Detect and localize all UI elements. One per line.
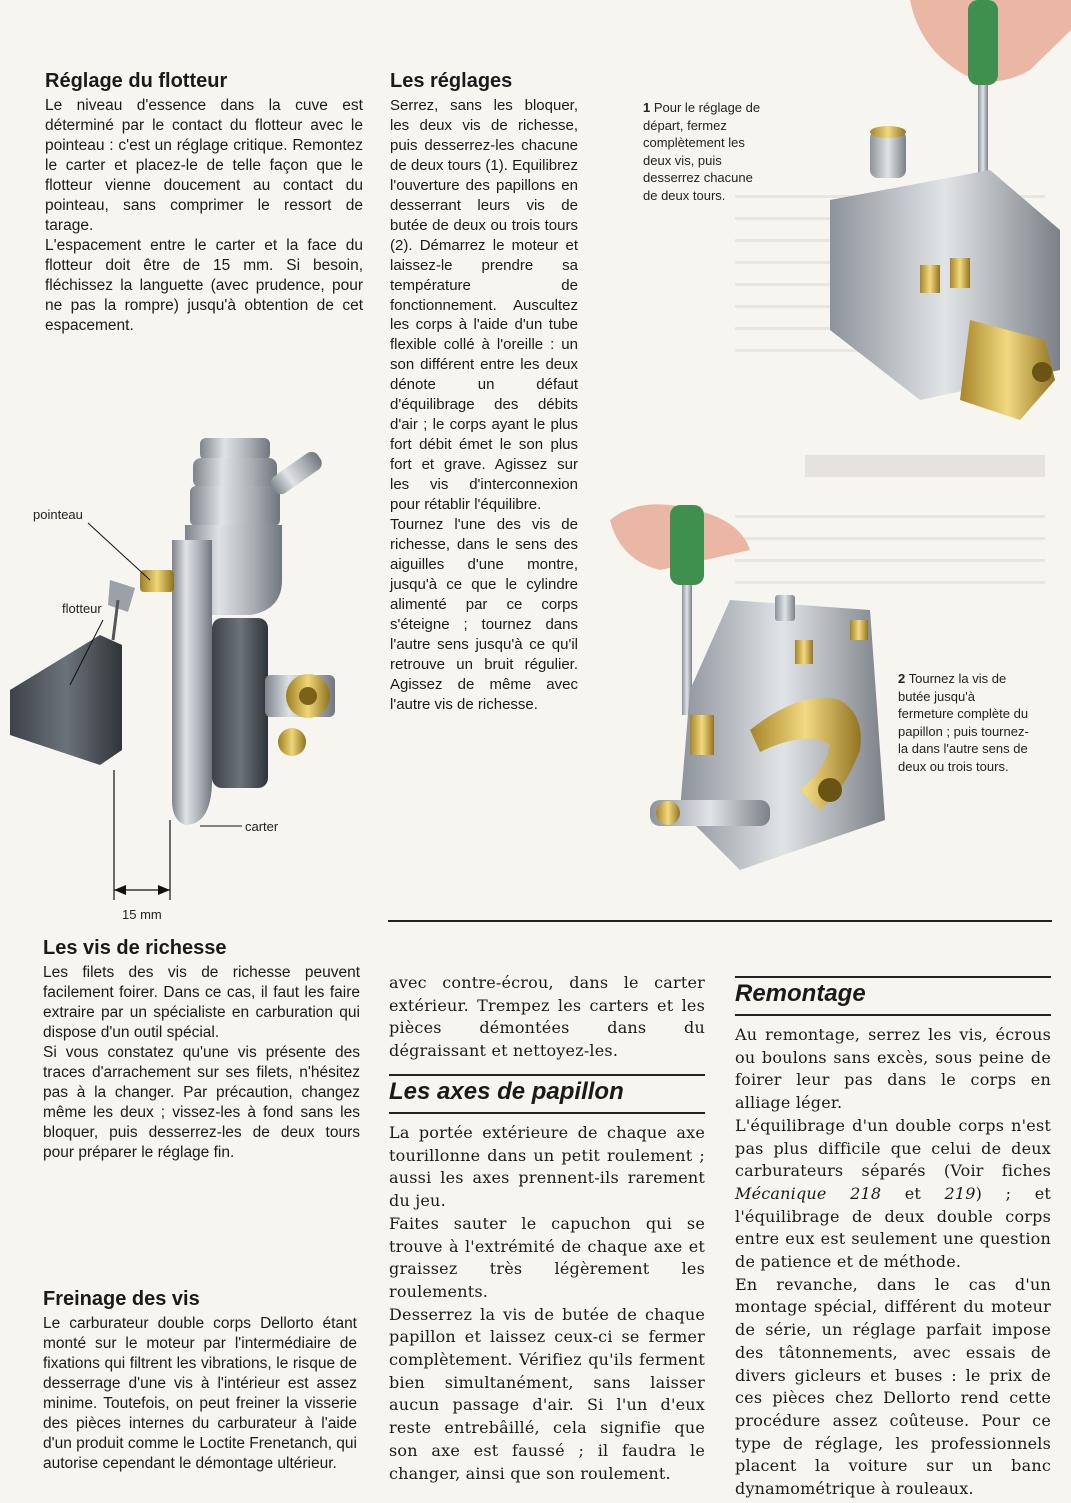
paragraph: Le carburateur double corps Dellorto étant monté sur le moteur par l'intermédiaire de fixations qui filtrent les vibrations, le risque de desserrage d'une vis à l'intérieur est assez minime. Toutefois, on peut freiner la visserie des pièces internes du carburateur à l'aide d'un produit comme le Loctite Frenetanch, qui autorise cependant le démontage ultérieur. [43,1315,357,1472]
section-title: Remontage [735,980,866,1007]
caption-2 [898,670,1030,775]
caption-text: Tournez la vis de butée jusqu'à fermeture complète du papillon ; puis tournez-la dans l'autre sens de deux ou trois tours. [898,671,1029,774]
carburetor-drawing-1 [790,0,1071,440]
section-axes-papillon [389,1078,705,1485]
label-pointeau: pointeau [33,507,83,522]
text-run: L'équilibrage d'un double corps n'est pas plus difficile que celui de deux carburateurs séparés (Voir fiches [735,1115,1051,1181]
paragraph: Au remontage, serrez les vis, écrous ou boulons sans excès, sous peine de foirer leur pas dans le corps en alliage léger. [735,1025,1051,1113]
caption-1 [643,99,761,204]
section-reglage-flotteur [45,70,363,336]
section-rule [389,1074,705,1076]
section-title: Les réglages [390,70,513,92]
paragraph: Faites sauter le capuchon qui se trouve à l'extrémité de chaque axe et graissez très légèrement les roulements. [389,1213,705,1301]
float-illustration [0,430,380,930]
caption-number: 2 [898,671,906,686]
paragraph [735,1115,1051,1274]
section-title: Réglage du flotteur [45,70,228,92]
section-rule [735,976,1051,978]
label-flotteur: flotteur [62,601,102,616]
paragraph: Tournez l'une des vis de richesse, dans le sens des aiguilles d'une montre, jusqu'à ce que le cylindre alimenté par ce corps s'éteigne ; tournez dans l'autre sens jusqu'à ce qu'il retrouve un bruit régulier. Agissez de même avec l'autre vis de richesse. [390,516,578,713]
section-vis-richesse [43,937,360,1163]
paragraph: Desserrez la vis de butée de chaque papillon et laissez ceux-ci se fermer complètement. Vérifiez qu'ils ferment bien simultanément, sans laisser aucun passage d'air. Si l'un d'eux reste entrebâillé, cela signifie que son axe est faussé ; il faudra le changer, ainsi que son roulement. [389,1304,705,1483]
text-run: et [881,1183,945,1203]
title-underline [389,1112,705,1114]
caption-number: 1 [643,100,651,115]
label-dimension: 15 mm [122,907,162,922]
paragraph: En revanche, dans le cas d'un montage spécial, différent du moteur de série, un réglage parfait impose des tâtonnements, avec essais de divers gicleurs et buses : le prix de ces pièces chez Dellorto rend cette procédure assez coûteuse. Pour ce type de réglage, les professionnels placent la voiture sur un banc dynamométrique à rouleaux. [735,1274,1051,1499]
paragraph: Les filets des vis de richesse peuvent facilement foirer. Dans ce cas, il faut les faire extraire par un spécialiste en carburation qui dispose d'un outil spécial. [43,964,360,1041]
section-title: Les vis de richesse [43,937,227,959]
paragraph: Serrez, sans les bloquer, les deux vis de richesse, puis desserrez-les chacune de deux tours (1). Equilibrez l'ouverture des papillons en desserrant leurs vis de butée de deux ou trois tours (2). Démarrez le moteur et laissez-le prendre sa température de fonctionnement. Auscultez les corps à l'aide d'un tube flexible collé à l'oreille : un son différent entre les deux dénote un défaut d'équilibrage des débits d'air ; le corps ayant le plus fort débit émet le son plus fort et grave. Agissez sur les vis d'interconnexion pour rétablir l'équilibre. [390,97,578,514]
text-run: ) ; et l'équilibrage de deux double corps entre eux est seulement une question de patience et de méthode. [735,1183,1051,1272]
horizontal-rule [388,920,1052,922]
section-title: Freinage des vis [43,1288,200,1310]
illustration-2-carburetor [600,490,900,890]
reference: 219 [944,1183,976,1203]
section-freinage [43,1288,357,1474]
carburetor-drawing-2 [600,490,900,890]
section-remontage [735,980,1051,1501]
reference: Mécanique 218 [735,1183,882,1203]
paragraph: Le niveau d'essence dans la cuve est déterminé par le contact du flotteur avec le pointeau : c'est un réglage critique. Remontez le carter et placez-le de telle façon que le flotteur vienne doucement au contact du pointeau, sans comprimer le ressort de tarage. [45,97,363,234]
column-middle-continuation [389,972,705,1063]
float-drawing [0,430,380,930]
illustration-1-carburetor [790,0,1071,440]
paragraph: avec contre-écrou, dans le carter extérieur. Trempez les carters et les pièces démontées dans du dégraissant et nettoyez-les. [389,973,705,1061]
paragraph: Si vous constatez qu'une vis présente des traces d'arrachement sur ses filets, n'hésitez pas à la changer. Par précaution, changez même les deux ; vissez-les à fond sans les bloquer, puis desserrez-les de deux tours pour préparer le réglage fin. [43,1044,360,1161]
title-underline [735,1014,1051,1016]
section-title: Les axes de papillon [389,1078,624,1105]
label-carter: carter [245,819,279,834]
section-reglages [390,70,578,715]
paragraph: La portée extérieure de chaque axe tourillonne dans un petit roulement ; aussi les axes prennent-ils rarement du jeu. [389,1123,705,1211]
paragraph: L'espacement entre le carter et la face du flotteur doit être de 15 mm. Si besoin, fléchissez la languette (avec prudence, pour ne pas la rompre) jusqu'à obtention de cet espacement. [45,237,363,334]
caption-text: Pour le réglage de départ, fermez complètement les deux vis, puis desserrez chacune de deux tours. [643,100,761,203]
